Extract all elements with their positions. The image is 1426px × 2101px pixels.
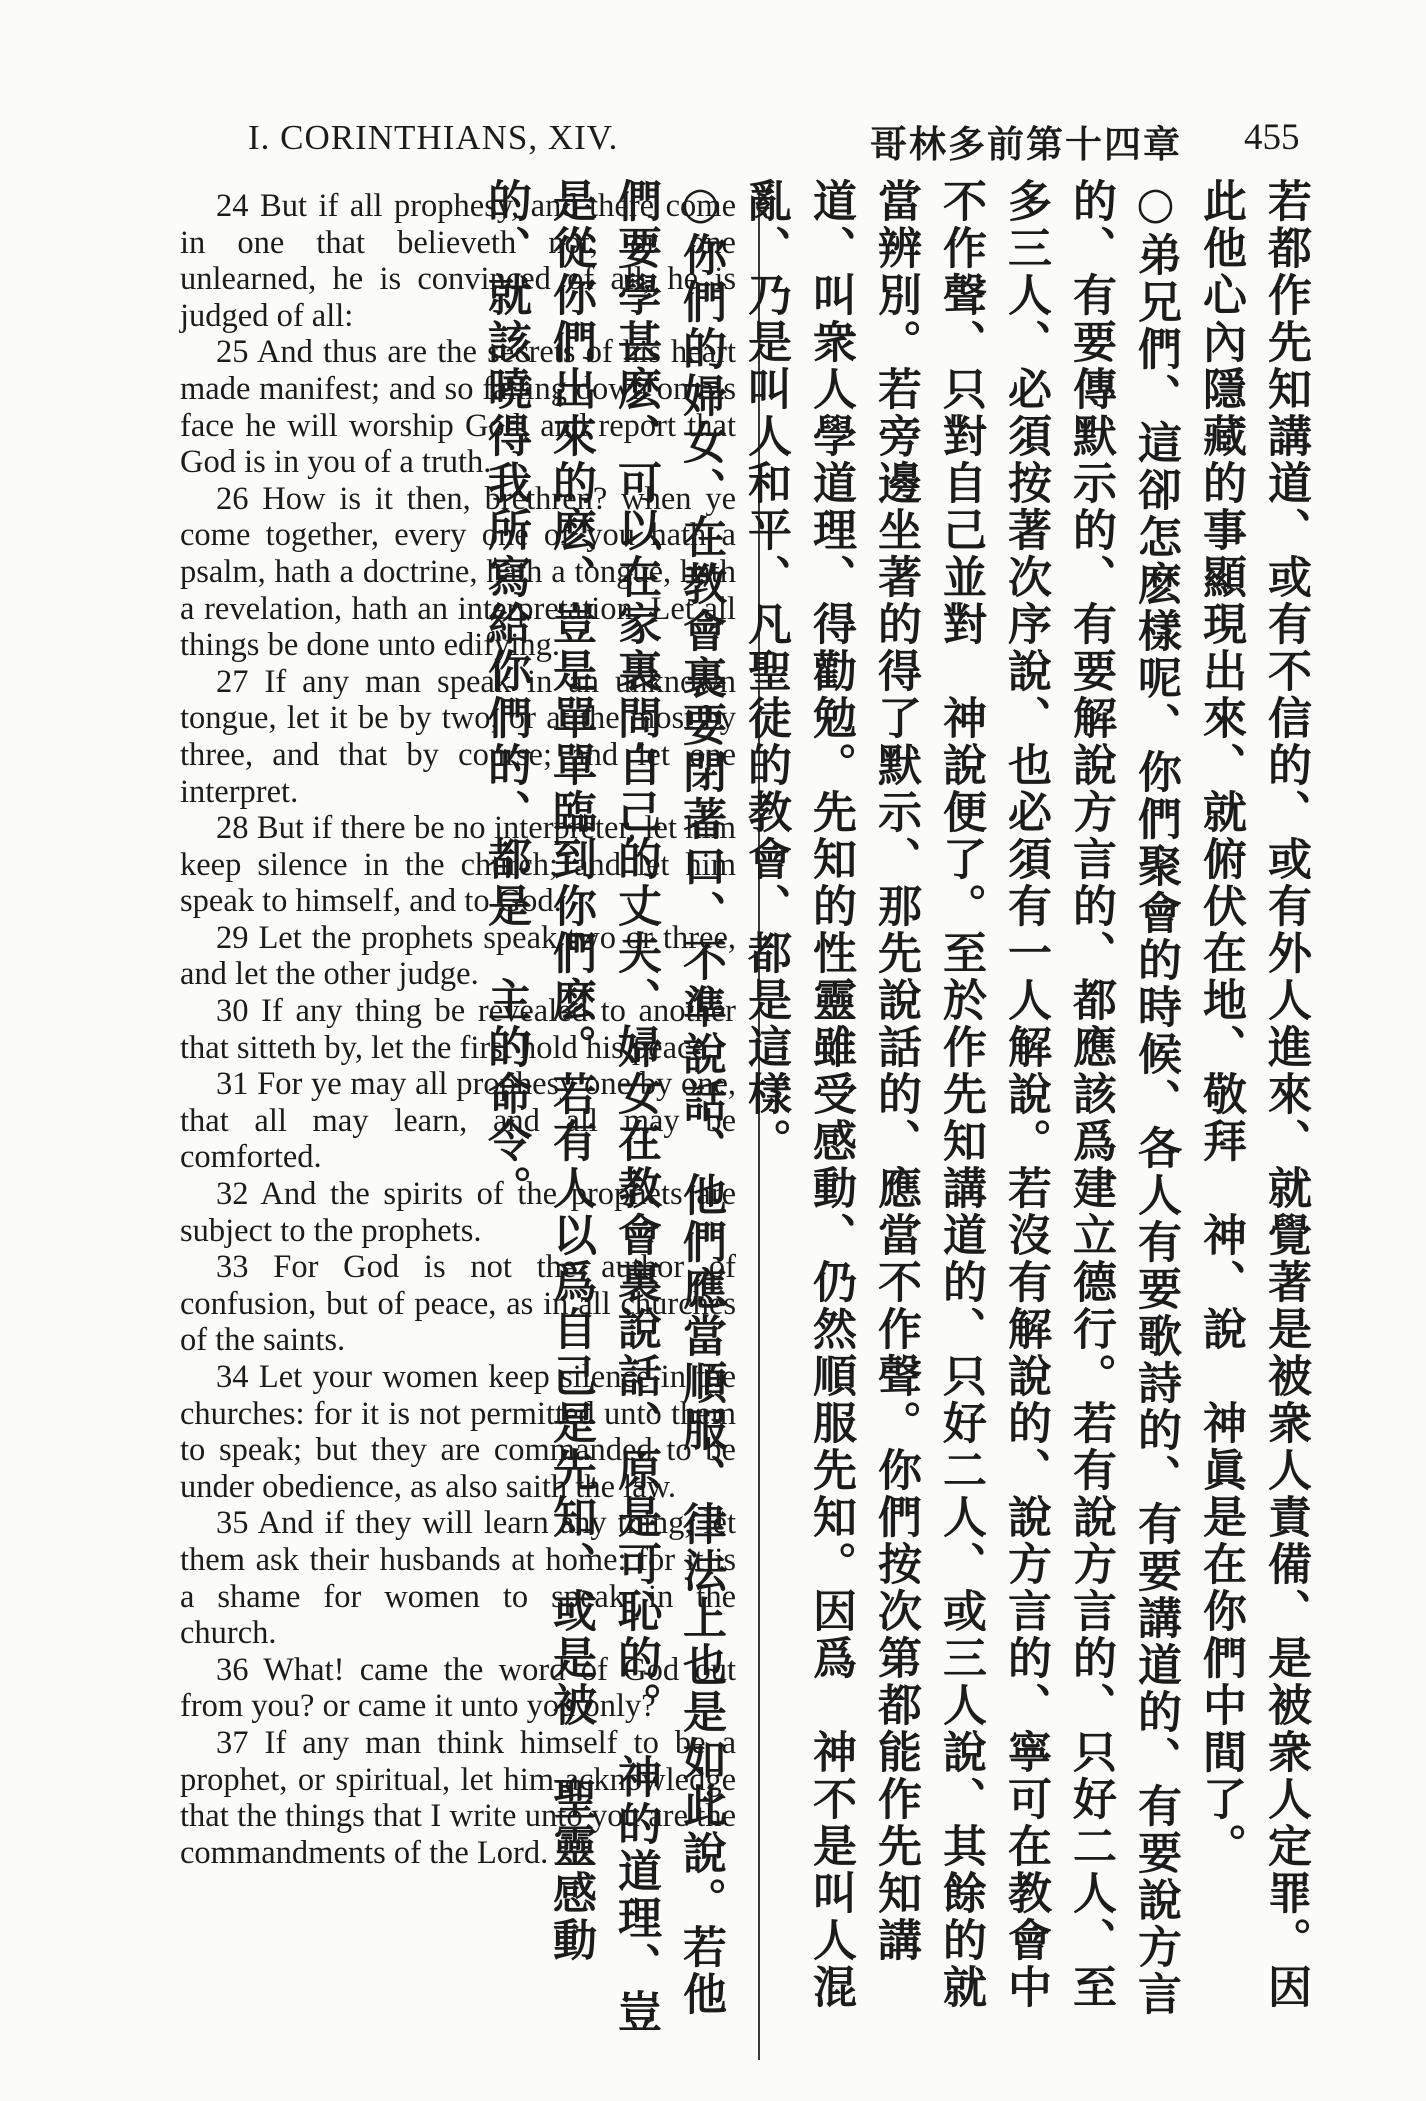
- chinese-text-column: [480, 178, 1318, 2038]
- verse-24: 24 But if all prophesy, and there come in one that believeth not, or one unlearned, he is convinced of all, he is judged of all:: [180, 188, 736, 334]
- verse-34: 34 Let your women keep silence in the churches: for it is not permitted unto them to speak; but they are commanded to be under obedience, as also saith the law.: [180, 1359, 736, 1505]
- chinese-paragraph: ○你們的婦女、在教會裏要閉著口、不準說話、他們應當順服、律法上也是如此說。若他們要學甚麽、可以在家裏問自己的丈夫、婦女在教會裏說話、原是可恥的。 神的道理、豈是從你們出來的麽、豈是單單臨到你們麽。若有人以爲自己是先知、或是被 聖靈感動的、就該曉得我所寫給你們的、都是 主的命令。: [480, 178, 726, 2036]
- verse-36: 36 What! came the word of God out from you? or came it unto you only?: [180, 1651, 736, 1725]
- verse-25: 25 And thus are the secrets of his heart made manifest; and so falling down on his face he will worship God, and report that God is in you of a truth.: [180, 334, 736, 481]
- verse-31: 31 For ye may all prophesy one by one, that all may learn, and all may be comforted.: [180, 1066, 736, 1176]
- verse-32: 32 And the spirits of the prophets are subject to the prophets.: [180, 1176, 736, 1249]
- verse-27: 27 If any man speak in an unknown tongue, let it be by two, or at the most by three, and that by course; and let one interpret.: [180, 663, 736, 810]
- verse-29: 29 Let the prophets speak two or three, and let the other judge.: [180, 919, 736, 993]
- verse-30: 30 If any thing be revealed to another that sitteth by, let the first hold his peace.: [180, 993, 736, 1066]
- verse-37: 37 If any man think himself to be a prophet, or spiritual, let him acknowledge that the things that I write unto you are the commandments of the Lord.: [180, 1724, 736, 1871]
- chinese-paragraph: ○弟兄們、這卻怎麽樣呢、你們聚會的時候、各人有要歌詩的、有要講道的、有要說方言的、有要傳默示的、有要解說方言的、都應該爲建立德行。若有說方言的、只好二人、至多三人、必須按著次序說、也必須有一人解說。若沒有解說的、說方言的、寧可在教會中不作聲、只對自己並對 神說便了。至於作先知講道的、只好二人、或三人說、其餘的就當辨別。若旁邊坐著的得了默示、那先說話的、應當不作聲。你們按次第都能作先知講道、叫衆人學道理、得勸勉。先知的性靈雖受感動、仍然順服先知。因爲 神不是叫人混亂、乃是叫人和平、凡聖徒的教會、都是這樣。: [740, 178, 1181, 2018]
- verse-33: 33 For God is not the author of confusion, but of peace, as in all churches of the saints.: [180, 1249, 736, 1359]
- verse-26: 26 How is it then, brethren? when ye come together, every one of you hath a psalm, hath a doctrine, hath a tongue, hath a revelation, hath an interpretation. Let all things be done unto edifying.: [180, 480, 736, 664]
- chinese-running-title: 哥林多前第十四章: [870, 123, 1182, 166]
- verse-35: 35 And if they will learn any thing, let them ask their husbands at home: for it is a shame for women to speak in the church.: [180, 1505, 736, 1652]
- verse-28: 28 But if there be no interpreter, let him keep silence in the church; and let him speak to himself, and to God.: [180, 810, 736, 920]
- chinese-paragraph: 若都作先知講道、或有不信的、或有外人進來、就覺著是被衆人責備、是被衆人定罪。因此他心內隱藏的事顯現出來、就俯伏在地、敬拜 神、說 神眞是在你們中間了。: [1195, 178, 1311, 2011]
- english-running-title: I. CORINTHIANS, XIV.: [248, 118, 619, 157]
- page-number: 455: [1244, 117, 1300, 158]
